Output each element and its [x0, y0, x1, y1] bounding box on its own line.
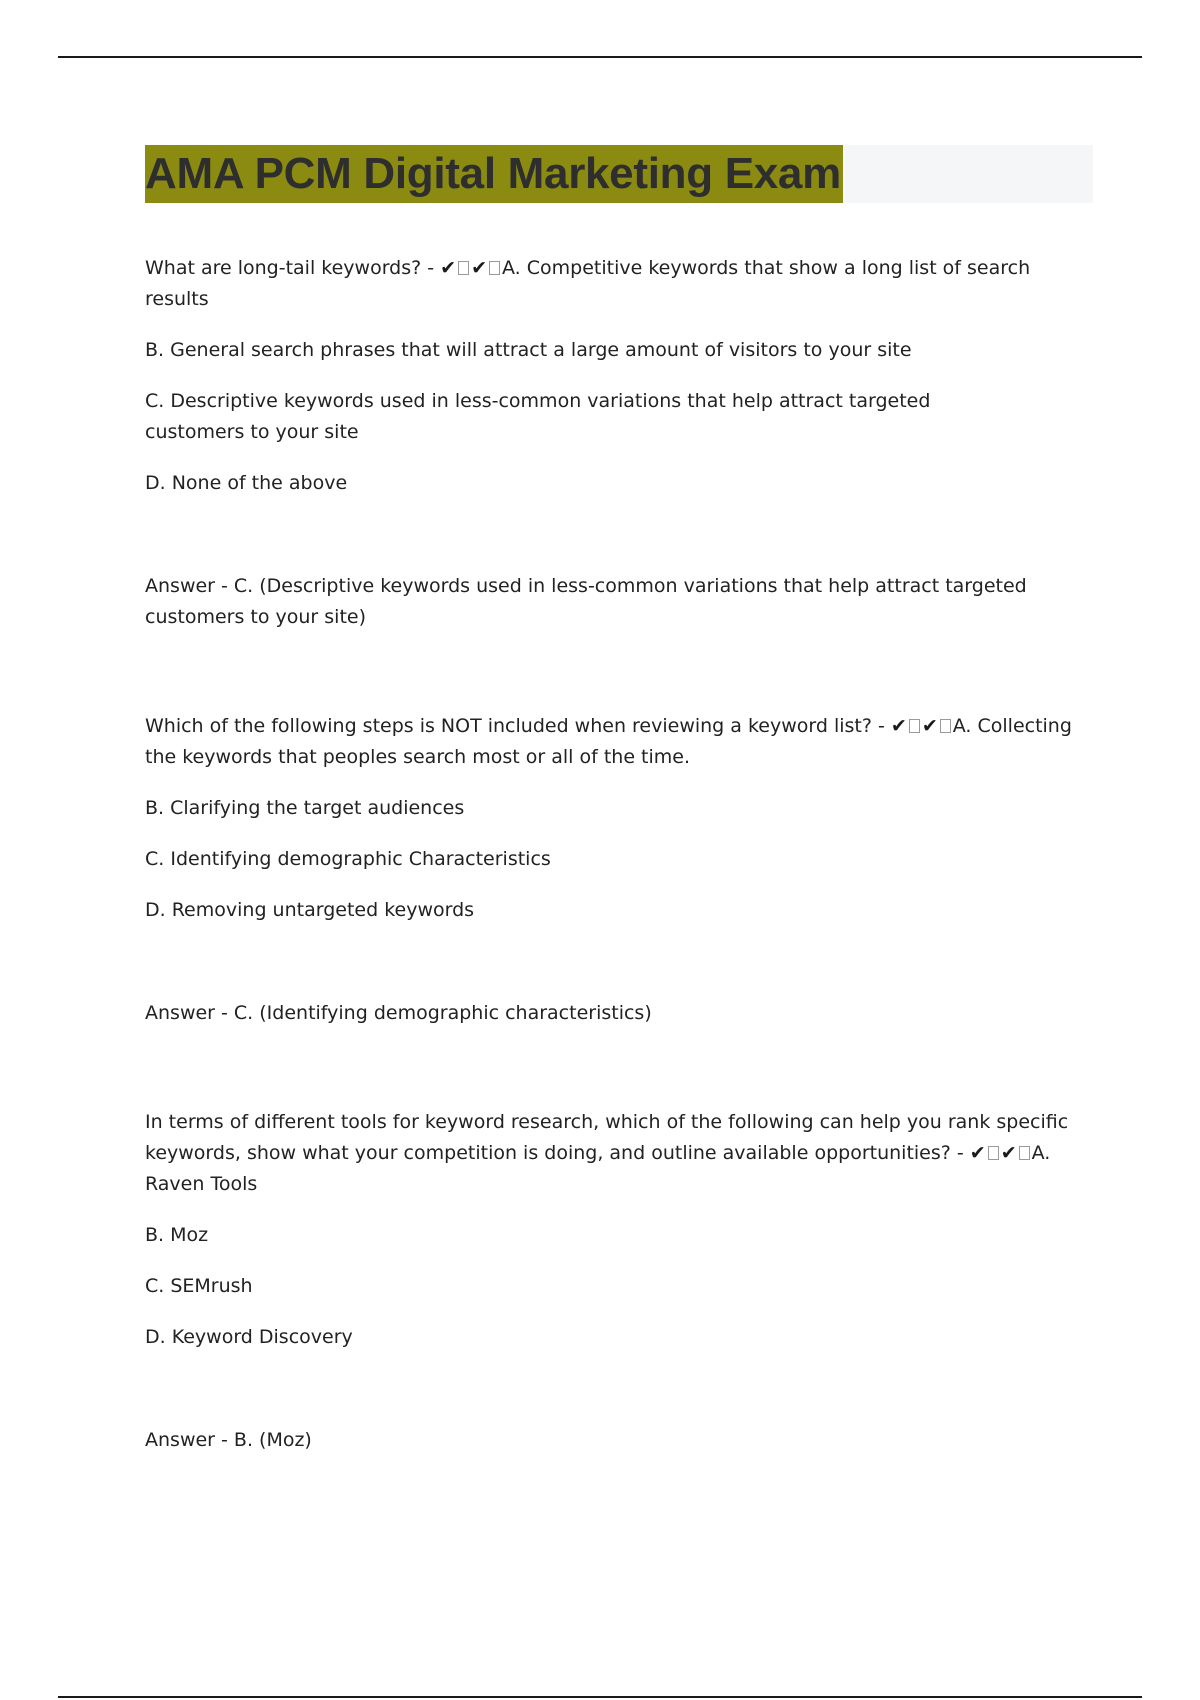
box-icon [489, 261, 500, 275]
question-block-1 [145, 253, 1095, 633]
check-icon: ✔ [440, 257, 457, 279]
check-icon: ✔ [471, 257, 488, 279]
option-b: B. General search phrases that will attract a large amount of visitors to your site [145, 339, 912, 361]
box-icon [458, 261, 469, 275]
check-icon: ✔ [921, 715, 938, 737]
title-band [145, 145, 1093, 203]
option-c: C. Descriptive keywords used in less-common variations that help attract targeted customers to your site [145, 390, 931, 443]
question-stem: Which of the following steps is NOT included when reviewing a keyword list? - [145, 715, 885, 737]
option-b: B. Clarifying the target audiences [145, 797, 465, 819]
box-icon [1019, 1146, 1030, 1160]
option-d: D. Removing untargeted keywords [145, 899, 475, 921]
option-a: A. Raven Tools [145, 1142, 1051, 1195]
option-b: B. Moz [145, 1224, 209, 1246]
question-1 [145, 253, 1095, 315]
box-icon [909, 719, 920, 733]
question-block-3 [145, 1107, 1095, 1456]
answer-3: Answer - B. (Moz) [145, 1429, 312, 1451]
option-c: C. SEMrush [145, 1275, 253, 1297]
check-icon: ✔ [969, 1142, 986, 1164]
check-icon: ✔ [1000, 1142, 1017, 1164]
box-icon [988, 1146, 999, 1160]
answer-1: Answer - C. (Descriptive keywords used in less-common variations that help attract targeted customers to your site) [145, 575, 1027, 628]
option-d: D. Keyword Discovery [145, 1326, 353, 1348]
option-c: C. Identifying demographic Characteristics [145, 848, 551, 870]
option-d: D. None of the above [145, 472, 348, 494]
option-a: A. Collecting the keywords that peoples search most or all of the time. [145, 715, 1072, 768]
question-stem: In terms of different tools for keyword research, which of the following can help you rank specific keywords, show what your competition is doing, and outline available opportunities? - [145, 1111, 1069, 1164]
question-stem: What are long-tail keywords? - [145, 257, 435, 279]
question-3 [145, 1107, 1095, 1200]
question-block-2 [145, 711, 1095, 1029]
answer-2: Answer - C. (Identifying demographic characteristics) [145, 1002, 652, 1024]
check-icon: ✔ [890, 715, 907, 737]
bottom-rule [58, 1696, 1142, 1698]
top-rule [58, 56, 1142, 58]
option-a: A. Competitive keywords that show a long list of search results [145, 257, 1031, 310]
box-icon [940, 719, 951, 733]
document-title: AMA PCM Digital Marketing Exam [145, 145, 843, 203]
question-2 [145, 711, 1095, 773]
document-body [145, 145, 1095, 1456]
